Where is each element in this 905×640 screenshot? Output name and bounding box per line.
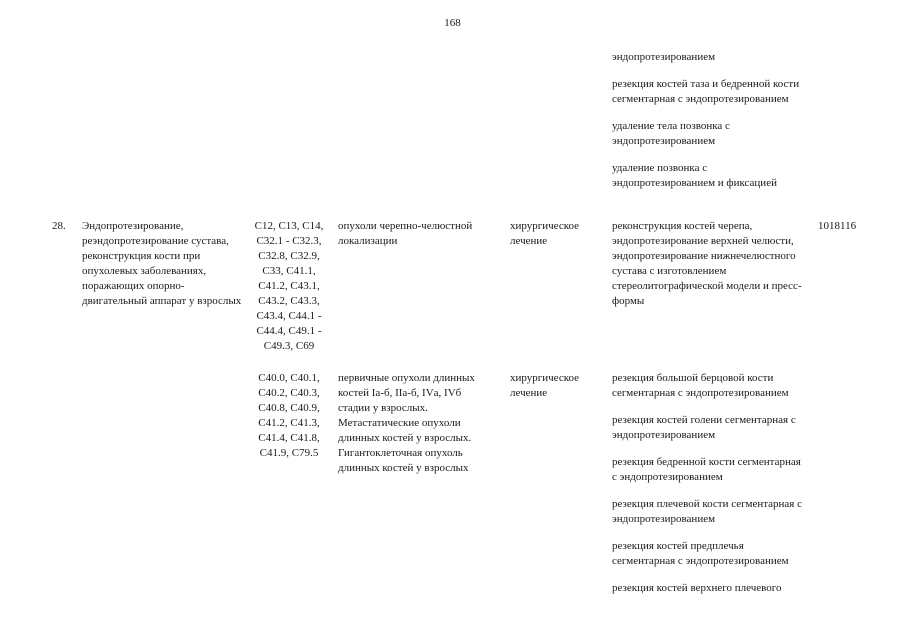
procedure-item: удаление тела позвонка с эндопротезированием xyxy=(612,120,730,147)
method-name: Эндопротезирование, реэндопротезирование сустава, реконструкция кости при опухолевых заболеваниях, поражающих опорно-двигательный аппарат у взрослых xyxy=(82,220,242,307)
procedure-item: резекция костей таза и бедренной кости сегментарная с эндопротезированием xyxy=(612,78,800,105)
procedure-item: резекция костей предплечья сегментарная с эндопротезированием xyxy=(612,540,789,567)
procedure-item: реконструкция костей черепа, эндопротезирование верхней челюсти, эндопротезирование нижнечелюстного сустава с изготовлением стереолитографической модели и пресс-формы xyxy=(612,220,802,307)
diagnosis: опухоли черепно-челюстной локализации xyxy=(338,220,473,247)
procedure-item: резекция костей голени сегментарная с эндопротезированием xyxy=(612,414,796,441)
continuation-procedures xyxy=(612,50,808,191)
procedure-item: резекция плечевой кости сегментарная с эндопротезированием xyxy=(612,498,802,525)
icd-codes: С12, С13, С14, С32.1 - С32.3, С32.8, С32.9, С33, С41.1, С41.2, С43.1, С43.2, С43.3, С43.4, С44.1 - С44.4, С49.1 - С49.3, С69 xyxy=(254,220,324,352)
procedure-item: резекция костей верхнего плечевого xyxy=(612,582,782,594)
row-number: 28. xyxy=(52,220,66,232)
procedures-list xyxy=(612,219,808,309)
page-number: 168 xyxy=(444,17,461,29)
treatment-type: хирургическое лечение xyxy=(510,372,580,399)
treatment-type: хирургическое лечение xyxy=(510,220,580,247)
cost-value: 1018116 xyxy=(818,220,857,232)
procedure-item: удаление позвонка с эндопротезированием и фиксацией xyxy=(612,162,777,189)
procedures-list xyxy=(612,371,808,596)
icd-codes: С40.0, С40.1, С40.2, С40.3, С40.8, С40.9, С41.2, С41.3, С41.4, С41.8, С41.9, С79.5 xyxy=(258,372,320,459)
diagnosis: первичные опухоли длинных костей Iа-б, IIа-б, IVа, IVб стадии у взрослых. Метастатические опухоли длинных костей у взрослых. Гигантоклеточная опухоль длинных костей у взрослых xyxy=(338,372,475,474)
procedure-item: резекция большой берцовой кости сегментарная с эндопротезированием xyxy=(612,372,789,399)
procedure-item: эндопротезированием xyxy=(612,51,716,63)
procedure-item: резекция бедренной кости сегментарная с эндопротезированием xyxy=(612,456,801,483)
